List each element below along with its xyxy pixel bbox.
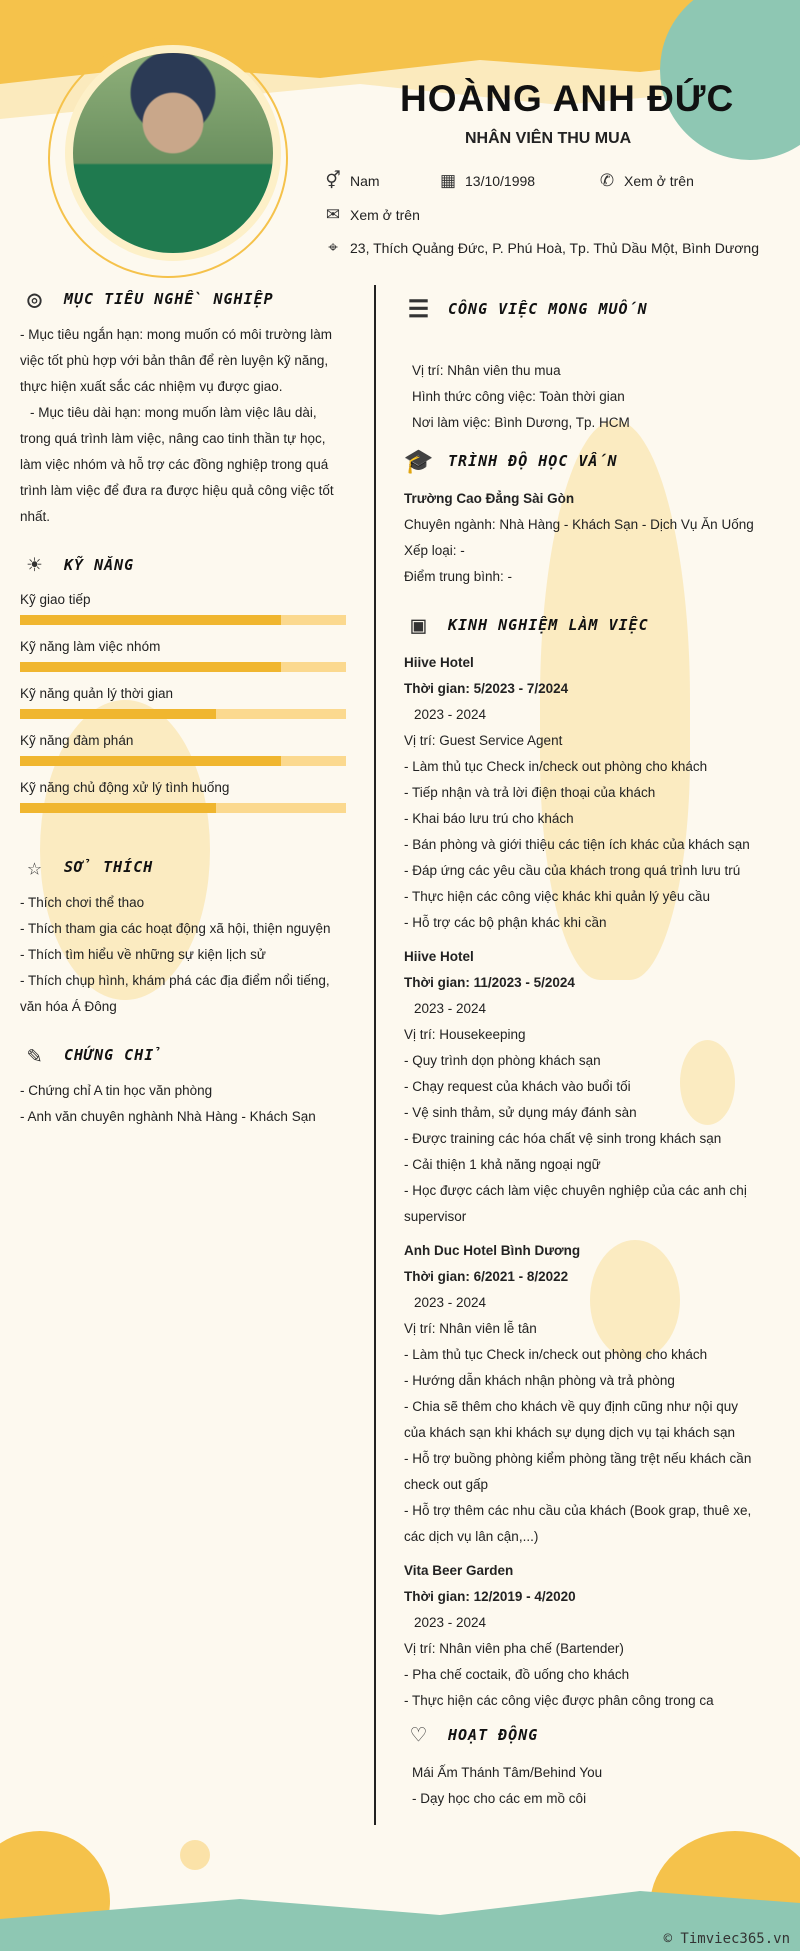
job-line: Vị trí: Nhân viên lễ tân — [404, 1321, 537, 1336]
company-name: Hiive Hotel — [404, 949, 474, 964]
skill-bar-fill — [20, 756, 281, 766]
job-line: các dịch vụ lân cận,...) — [404, 1529, 539, 1544]
hobby-line: văn hóa Á Đông — [20, 999, 117, 1014]
activity-line: - Dạy học cho các em mồ côi — [412, 1791, 587, 1806]
hobby-line: - Thích tham gia các hoạt động xã hội, thiện nguyện — [20, 921, 331, 936]
skill-bar-fill — [20, 803, 216, 813]
skill-bar — [20, 615, 346, 625]
hobby-line: - Thích chơi thể thao — [20, 895, 145, 910]
email-info — [322, 204, 420, 226]
job-line: - Tiếp nhận và trả lời điện thoại của khách — [404, 785, 656, 800]
desired-job-text — [412, 358, 630, 436]
target-icon: ◎ — [27, 285, 43, 313]
objective-line: nhất. — [20, 509, 51, 524]
phone-icon: ✆ — [599, 171, 615, 190]
column-divider — [374, 285, 376, 1825]
job-line: - Làm thủ tục Check in/check out phòng cho khách — [404, 759, 708, 774]
job-line: - Hỗ trợ buồng phòng kiểm phòng tầng trệt nếu khách cần — [404, 1451, 752, 1466]
address-info — [322, 237, 759, 259]
experience-item — [404, 944, 751, 1230]
objective-line: - Mục tiêu ngắn hạn: mong muốn có môi trường làm — [20, 327, 333, 342]
job-line: - Quy trình dọn phòng khách sạn — [404, 1053, 601, 1068]
objective-line: thực hiện xuất sắc các nhiệm vụ được giao. — [20, 379, 283, 394]
birthday-value: 13/10/1998 — [465, 173, 536, 189]
section-title-skills: ☀ KỸ NĂNG — [20, 550, 134, 580]
objective-line: - Mục tiêu dài hạn: mong muốn làm việc lâu dài, — [30, 405, 317, 420]
skill-label: Kỹ năng quản lý thời gian — [20, 686, 173, 701]
experience-item — [404, 1238, 751, 1550]
job-line: supervisor — [404, 1209, 467, 1224]
objective-text — [20, 322, 360, 530]
job-line: - Chia sẽ thêm cho khách về quy định cũng như nội quy — [404, 1399, 738, 1414]
phone-value: Xem ở trên — [624, 173, 694, 189]
section-title-desired-job: ☰ CÔNG VIỆC MONG MUỐN — [404, 294, 648, 324]
phone-info — [596, 170, 694, 192]
job-line: - Học được cách làm việc chuyên nghiệp của các anh chị — [404, 1183, 747, 1198]
map-pin-icon: ⌖ — [328, 238, 338, 257]
job-range: 2023 - 2024 — [414, 1295, 487, 1310]
job-time: Thời gian: 6/2021 - 8/2022 — [404, 1269, 569, 1284]
experience-item — [404, 650, 751, 936]
job-line: Vị trí: Nhân viên pha chế (Bartender) — [404, 1641, 624, 1656]
gender-value: Nam — [350, 173, 380, 189]
company-name: Vita Beer Garden — [404, 1563, 514, 1578]
experience-item — [404, 1558, 751, 1714]
hobby-line: - Thích tìm hiểu về những sự kiện lịch sử — [20, 947, 266, 962]
skill-bar-fill — [20, 615, 281, 625]
email-value: Xem ở trên — [350, 207, 420, 223]
job-time: Thời gian: 12/2019 - 4/2020 — [404, 1589, 576, 1604]
job-line: - Thực hiện các công việc được phân công trong ca — [404, 1693, 714, 1708]
job-line: - Làm thủ tục Check in/check out phòng cho khách — [404, 1347, 708, 1362]
school-name: Trường Cao Đẳng Sài Gòn — [404, 491, 575, 506]
education-text — [404, 486, 754, 590]
certificate-line: - Anh văn chuyên nghành Nhà Hàng - Khách Sạn — [20, 1109, 316, 1124]
avatar — [73, 53, 273, 253]
experience-list — [404, 650, 751, 1714]
gender-icon: ⚥ — [325, 171, 341, 190]
skill-label: Kỹ năng chủ động xử lý tình huống — [20, 780, 230, 795]
activities-text — [412, 1760, 602, 1812]
skill-label: Kỹ năng làm việc nhóm — [20, 639, 161, 654]
hobbies-text — [20, 890, 360, 1020]
section-title-objective: ◎ MỤC TIÊU NGHỀ NGHIỆP — [20, 284, 274, 314]
certificate-line: - Chứng chỉ A tin học văn phòng — [20, 1083, 213, 1098]
calendar-icon: ▦ — [439, 171, 457, 190]
skill-bar — [20, 756, 346, 766]
company-name: Hiive Hotel — [404, 655, 474, 670]
job-line: - Hỗ trợ các bộ phận khác khi cần — [404, 915, 607, 930]
job-line: Vị trí: Housekeeping — [404, 1027, 526, 1042]
section-title-certificates: ✎ CHỨNG CHỈ — [20, 1040, 163, 1070]
job-range: 2023 - 2024 — [414, 1615, 487, 1630]
desired-job-line: Hình thức công việc: Toàn thời gian — [412, 389, 625, 404]
skill-bar — [20, 803, 346, 813]
job-line: - Thực hiện các công việc khác khi quản lý yêu cầu — [404, 889, 710, 904]
skill-bar-fill — [20, 709, 216, 719]
address-value: 23, Thích Quảng Đức, P. Phú Hoà, Tp. Thủ Dầu Một, Bình Dương — [350, 240, 760, 256]
certificate-icon: ✎ — [27, 1041, 43, 1069]
envelope-icon: ✉ — [325, 205, 341, 224]
job-line: - Hỗ trợ thêm các nhu cầu của khách (Book grap, thuê xe, — [404, 1503, 752, 1518]
section-title-experience: ▣ KINH NGHIỆM LÀM VIỆC — [404, 610, 649, 640]
objective-line: trình làm việc để đưa ra được hiệu quả công việc tốt — [20, 483, 334, 498]
job-line: check out gấp — [404, 1477, 489, 1492]
job-line: - Cải thiện 1 khả năng ngoại ngữ — [404, 1157, 601, 1172]
skill-label: Kỹ giao tiếp — [20, 592, 91, 607]
education-line: Điểm trung bình: - — [404, 569, 513, 584]
briefcase-icon: ▣ — [411, 611, 427, 639]
job-range: 2023 - 2024 — [414, 707, 487, 722]
layers-icon: ☰ — [407, 295, 431, 323]
job-line: - Chạy request của khách vào buổi tối — [404, 1079, 631, 1094]
birthday-info — [437, 170, 535, 192]
objective-line: việc tốt phù hợp với bản thân để rèn luyện kỹ năng, — [20, 353, 329, 368]
education-line: Xếp loại: - — [404, 543, 465, 558]
job-line: của khách sạn khi khách sự dụng dịch vụ tại khách sạn — [404, 1425, 735, 1440]
hobby-line: - Thích chụp hình, khám phá các địa điểm nổi tiếng, — [20, 973, 330, 988]
decorative-dot — [180, 1840, 210, 1870]
job-line: Vị trí: Guest Service Agent — [404, 733, 563, 748]
job-line: - Vệ sinh thảm, sử dụng máy đánh sàn — [404, 1105, 637, 1120]
job-line: - Hướng dẫn khách nhận phòng và trả phòng — [404, 1373, 675, 1388]
skill-label: Kỹ năng đàm phán — [20, 733, 134, 748]
section-title-activities: ♡ HOẠT ĐỘNG — [404, 1720, 538, 1750]
job-line: - Khai báo lưu trú cho khách — [404, 811, 574, 826]
company-name: Anh Duc Hotel Bình Dương — [404, 1243, 581, 1258]
job-line: - Pha chế coctaik, đồ uống cho khách — [404, 1667, 630, 1682]
heart-pulse-icon: ♡ — [411, 1721, 427, 1749]
desired-job-line: Nơi làm việc: Bình Dương, Tp. HCM — [412, 415, 630, 430]
skill-bar — [20, 662, 346, 672]
job-time: Thời gian: 11/2023 - 5/2024 — [404, 975, 575, 990]
skill-bar-fill — [20, 662, 281, 672]
watermark: © Timviec365.vn — [663, 1931, 790, 1947]
graduation-cap-icon: 🎓 — [403, 447, 435, 475]
gender-info — [322, 170, 380, 192]
certificates-text — [20, 1078, 360, 1130]
lightbulb-icon: ☀ — [27, 551, 43, 579]
section-title-hobbies: ☆ SỞ THÍCH — [20, 852, 153, 882]
desired-job-line: Vị trí: Nhân viên thu mua — [412, 363, 561, 378]
education-line: Chuyên ngành: Nhà Hàng - Khách Sạn - Dịch Vụ Ăn Uống — [404, 517, 754, 532]
job-line: - Được training các hóa chất vệ sinh trong khách sạn — [404, 1131, 722, 1146]
skill-bar — [20, 709, 346, 719]
job-time: Thời gian: 5/2023 - 7/2024 — [404, 681, 569, 696]
objective-line: làm việc nhóm và hỗ trợ các đồng nghiệp trong quá — [20, 457, 329, 472]
objective-line: trong quá trình làm việc, nâng cao tinh thần tự học, — [20, 431, 326, 446]
section-title-education: 🎓 TRÌNH ĐỘ HỌC VẤN — [403, 447, 618, 475]
job-line: - Bán phòng và giới thiệu các tiện ích khác của khách sạn — [404, 837, 750, 852]
candidate-name: HOÀNG ANH ĐỨC — [400, 78, 735, 119]
job-line: - Đáp ứng các yêu cầu của khách trong quá trình lưu trú — [404, 863, 741, 878]
activity-line: Mái Ấm Thánh Tâm/Behind You — [412, 1765, 603, 1780]
candidate-position: NHÂN VIÊN THU MUA — [465, 130, 632, 147]
job-range: 2023 - 2024 — [414, 1001, 487, 1016]
star-icon: ☆ — [27, 853, 43, 881]
